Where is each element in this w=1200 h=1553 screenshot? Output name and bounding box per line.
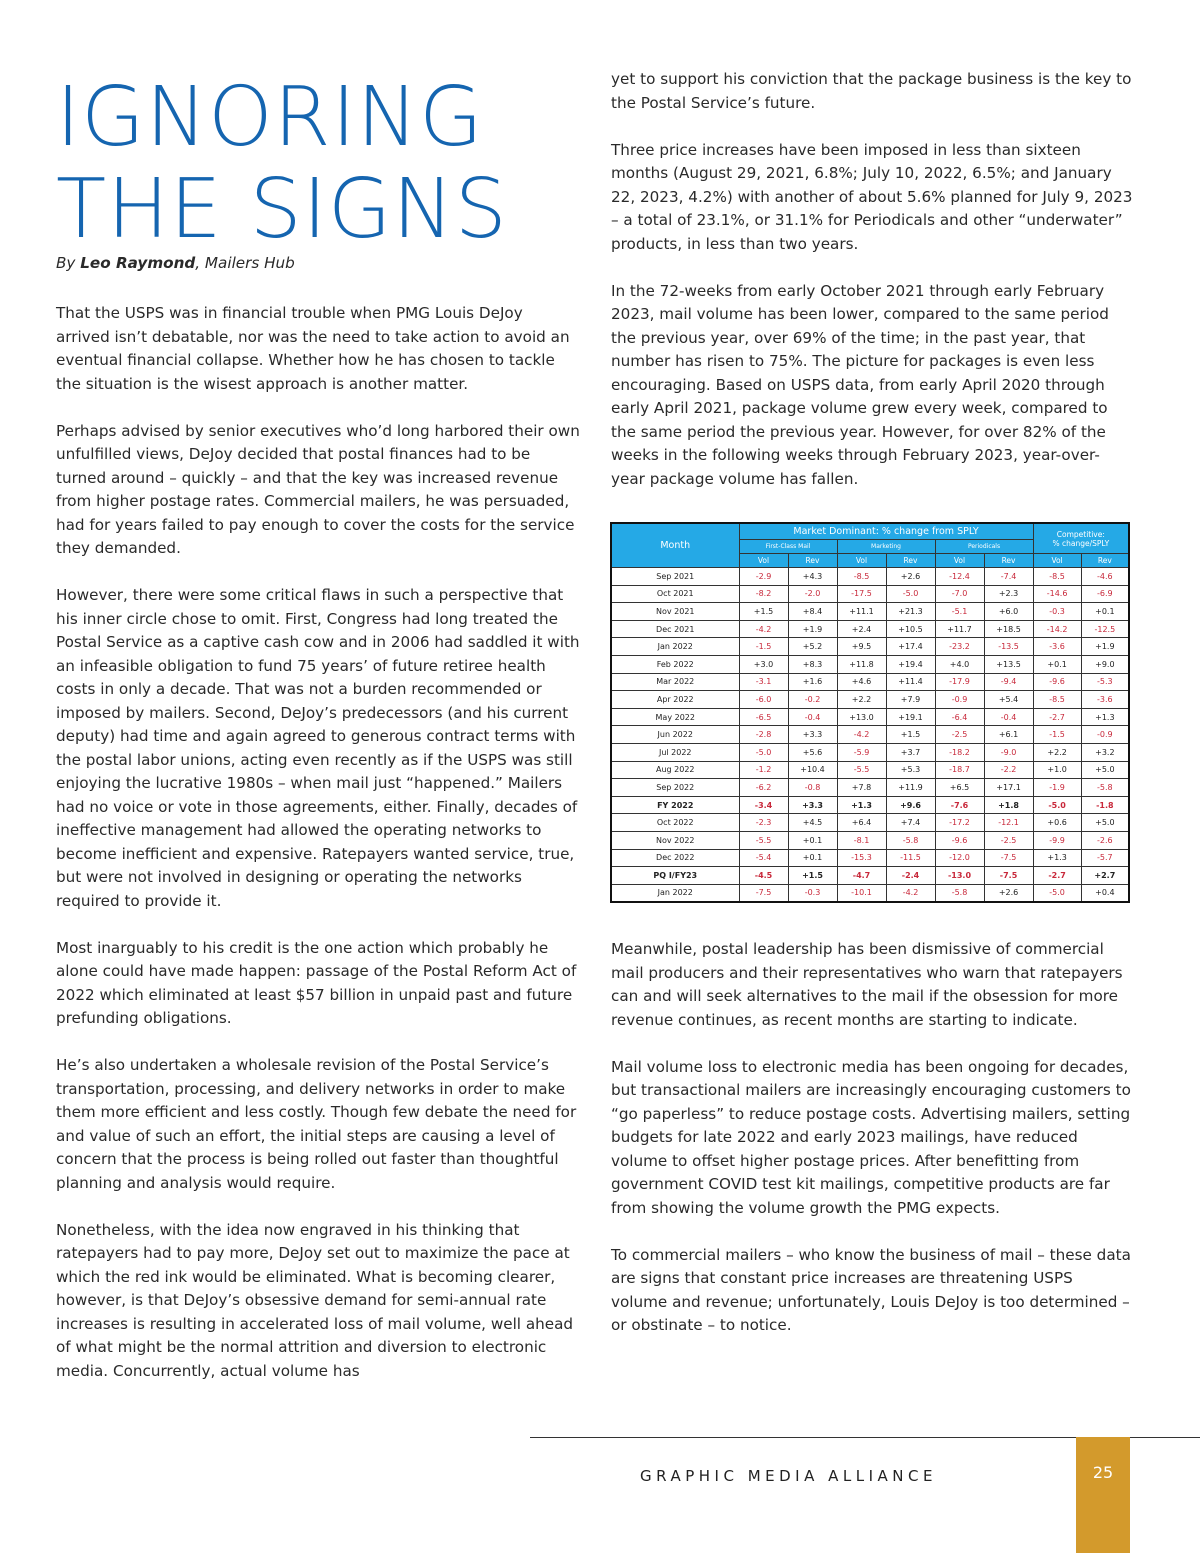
table-cell-value: +7.4	[886, 814, 935, 832]
table-cell-value: -2.7	[1033, 867, 1081, 885]
table-cell-value: +11.1	[837, 603, 886, 621]
table-cell-value: +9.6	[886, 796, 935, 814]
table-row	[611, 884, 1129, 902]
table-cell-value: +6.4	[837, 814, 886, 832]
table-cell-value: +2.7	[1081, 867, 1129, 885]
table-cell-value: +19.1	[886, 708, 935, 726]
table-cell-value: -8.5	[837, 568, 886, 586]
table-cell-value: +13.5	[984, 655, 1033, 673]
table-cell-value: +2.4	[837, 620, 886, 638]
table-cell-value: -12.1	[984, 814, 1033, 832]
table-cell-value: +1.5	[739, 603, 788, 621]
table-cell-value: +7.8	[837, 779, 886, 797]
table-cell-value: +2.3	[984, 585, 1033, 603]
table-cell-month: Oct 2022	[611, 814, 739, 832]
table-cell-value: -2.2	[984, 761, 1033, 779]
table-row	[611, 796, 1129, 814]
table-cell-value: -6.4	[935, 708, 984, 726]
table-cell-value: +5.3	[886, 761, 935, 779]
table-cell-value: +1.5	[886, 726, 935, 744]
table-cell-value: +4.5	[788, 814, 837, 832]
table-row	[611, 673, 1129, 691]
table-cell-value: -4.2	[739, 620, 788, 638]
table-cell-value: -2.8	[739, 726, 788, 744]
table-cell-value: -14.2	[1033, 620, 1081, 638]
table-cell-value: -5.0	[1033, 796, 1081, 814]
table-row	[611, 568, 1129, 586]
table-cell-value: -1.9	[1033, 779, 1081, 797]
table-cell-month: Jul 2022	[611, 743, 739, 761]
table-cell-value: -7.5	[984, 867, 1033, 885]
footer-brand: GRAPHIC MEDIA ALLIANCE	[640, 1467, 937, 1485]
table-cell-value: -4.2	[837, 726, 886, 744]
table-cell-value: -13.5	[984, 638, 1033, 656]
paragraph: Meanwhile, postal leadership has been dismissive of commercial mail producers and their representatives who warn that ratepayers can and will seek alternatives to the mail if the obsession for more revenue continues, as recent months are starting to indicate.	[611, 940, 1123, 1029]
table-cell-value: -5.5	[739, 831, 788, 849]
paragraph: In the 72-weeks from early October 2021 through early February 2023, mail volume has been lower, compared to the same period the previous year, over 69% of the time; in the past year, that number has risen to 75%. The picture for packages is even less encouraging. Based on USPS data, from early April 2020 through early April 2021, package volume grew every week, compared to the same period the previous year. However, for over 82% of the weeks in the following weeks through February 2023, year-over-year package volume has fallen.	[611, 281, 1109, 488]
page-number: 25	[1092, 1463, 1114, 1482]
table-cell-value: +19.4	[886, 655, 935, 673]
table-cell-value: -5.0	[886, 585, 935, 603]
table-cell-month: Jan 2022	[611, 884, 739, 902]
table-cell-value: +2.6	[886, 568, 935, 586]
table-cell-value: -5.0	[1033, 884, 1081, 902]
table-cell-value: -17.5	[837, 585, 886, 603]
table-cell-value: -5.8	[1081, 779, 1129, 797]
table-cell-value: +1.9	[1081, 638, 1129, 656]
table-cell-value: -17.2	[935, 814, 984, 832]
table-cell-month: Mar 2022	[611, 673, 739, 691]
table-cell-value: -9.9	[1033, 831, 1081, 849]
table-cell-value: +4.3	[788, 568, 837, 586]
table-row	[611, 585, 1129, 603]
table-cell-value: -1.5	[1033, 726, 1081, 744]
table-cell-value: -4.5	[739, 867, 788, 885]
table-row	[611, 620, 1129, 638]
table-cell-value: -5.0	[739, 743, 788, 761]
table-cell-value: -7.0	[935, 585, 984, 603]
table-cell-value: +17.4	[886, 638, 935, 656]
table-cell-value: -14.6	[1033, 585, 1081, 603]
table-cell-value: -0.8	[788, 779, 837, 797]
table-cell-value: -5.7	[1081, 849, 1129, 867]
paragraph: Three price increases have been imposed in less than sixteen months (August 29, 2021, 6.8%; July 10, 2022, 6.5%; and January 22, 2023, 4.2%) with another of about 5.6% planned for July 9, 2023 – a total of 23.1%, or 31.1% for Periodicals and other “underwater” products, in less than two years.	[611, 140, 1133, 253]
table-cell-value: +1.3	[1081, 708, 1129, 726]
table-cell-value: +0.1	[788, 831, 837, 849]
table-cell-value: -9.6	[935, 831, 984, 849]
table-cell-value: +10.5	[886, 620, 935, 638]
table-cell-value: -5.1	[935, 603, 984, 621]
table-cell-value: +3.7	[886, 743, 935, 761]
table-cell-value: +5.6	[788, 743, 837, 761]
table-cell-month: PQ I/FY23	[611, 867, 739, 885]
table-row	[611, 655, 1129, 673]
table-cell-month: Dec 2021	[611, 620, 739, 638]
right-column-top	[611, 68, 1133, 515]
table-cell-value: +0.1	[1033, 655, 1081, 673]
table-cell-value: -4.6	[1081, 568, 1129, 586]
table-cell-value: +3.3	[788, 796, 837, 814]
table-cell-value: -12.4	[935, 568, 984, 586]
table-cell-value: +11.9	[886, 779, 935, 797]
table-cell-value: -5.3	[1081, 673, 1129, 691]
table-cell-value: -11.5	[886, 849, 935, 867]
table-cell-value: -2.5	[935, 726, 984, 744]
paragraph: Mail volume loss to electronic media has been ongoing for decades, but transactional mailers are increasingly encouraging customers to “go paperless” to reduce postage costs. Advertising mailers, setting budgets for late 2022 and early 2023 mailings, have reduced volume to offset higher postage prices. After benefitting from government COVID test kit mailings, competitive products are far from showing the volume growth the PMG expects.	[611, 1057, 1131, 1217]
table-cell-value: -13.0	[935, 867, 984, 885]
table-cell-value: -0.9	[935, 691, 984, 709]
table-cell-value: -12.5	[1081, 620, 1129, 638]
table-cell-value: -23.2	[935, 638, 984, 656]
byline	[56, 254, 295, 272]
table-cell-value: -3.4	[739, 796, 788, 814]
subheader-rev: Rev	[886, 554, 935, 568]
table-cell-value: +0.1	[788, 849, 837, 867]
table-row	[611, 814, 1129, 832]
subheader-vol: Vol	[739, 554, 788, 568]
table-cell-value: +1.0	[1033, 761, 1081, 779]
table-cell-value: +5.2	[788, 638, 837, 656]
subheader-rev: Rev	[788, 554, 837, 568]
left-column	[56, 302, 580, 1407]
table-cell-value: -18.7	[935, 761, 984, 779]
table-cell-value: +9.0	[1081, 655, 1129, 673]
table-cell-month: FY 2022	[611, 796, 739, 814]
table-row	[611, 638, 1129, 656]
byline-prefix: By	[56, 254, 81, 272]
table-cell-value: -18.2	[935, 743, 984, 761]
table-cell-month: Dec 2022	[611, 849, 739, 867]
header-competitive-line2: % change/SPLY	[1052, 538, 1110, 548]
table-body	[611, 568, 1129, 903]
subheader-rev: Rev	[1081, 554, 1129, 568]
table-cell-value: +5.4	[984, 691, 1033, 709]
table-cell-value: +1.9	[788, 620, 837, 638]
table-cell-month: Jun 2022	[611, 726, 739, 744]
table-cell-value: -2.5	[984, 831, 1033, 849]
table-cell-value: +5.0	[1081, 814, 1129, 832]
table-cell-value: +13.0	[837, 708, 886, 726]
table-cell-value: -3.6	[1081, 691, 1129, 709]
table-row	[611, 726, 1129, 744]
table-cell-value: +2.6	[984, 884, 1033, 902]
volume-revenue-table	[610, 522, 1128, 903]
table-cell-value: +8.4	[788, 603, 837, 621]
table-cell-value: -3.1	[739, 673, 788, 691]
table-cell-value: -17.9	[935, 673, 984, 691]
table-cell-value: +3.2	[1081, 743, 1129, 761]
table-cell-month: Sep 2022	[611, 779, 739, 797]
table-cell-value: +0.4	[1081, 884, 1129, 902]
table-cell-month: Nov 2022	[611, 831, 739, 849]
table-cell-value: +6.1	[984, 726, 1033, 744]
table-cell-value: -2.0	[788, 585, 837, 603]
right-column-bottom	[611, 938, 1133, 1361]
paragraph: Most inarguably to his credit is the one action which probably he alone could have made happen: passage of the Postal Reform Act of 2022 which eliminated at least $57 billion in unpaid past and future prefunding obligations.	[56, 938, 577, 1027]
table-cell-value: -0.2	[788, 691, 837, 709]
table-cell-value: -5.5	[837, 761, 886, 779]
table-cell-value: +3.3	[788, 726, 837, 744]
table-cell-value: +1.3	[1033, 849, 1081, 867]
table-cell-value: +4.0	[935, 655, 984, 673]
table-cell-value: +11.7	[935, 620, 984, 638]
table-cell-month: May 2022	[611, 708, 739, 726]
table-cell-value: -8.5	[1033, 691, 1081, 709]
table-cell-value: -2.9	[739, 568, 788, 586]
table-cell-value: -15.3	[837, 849, 886, 867]
table-cell-value: -0.3	[1033, 603, 1081, 621]
table-cell-value: +17.1	[984, 779, 1033, 797]
paragraph: yet to support his conviction that the package business is the key to the Postal Service’s future.	[611, 70, 1132, 112]
table-cell-value: +8.3	[788, 655, 837, 673]
table-cell-value: -1.8	[1081, 796, 1129, 814]
table-row	[611, 867, 1129, 885]
table-cell-value: -0.4	[788, 708, 837, 726]
table-cell-value: -7.6	[935, 796, 984, 814]
subheader-vol: Vol	[935, 554, 984, 568]
table-cell-value: -0.3	[788, 884, 837, 902]
table-cell-value: -1.5	[739, 638, 788, 656]
table-cell-value: -5.8	[886, 831, 935, 849]
table-cell-value: -4.7	[837, 867, 886, 885]
group-marketing: Marketing	[837, 540, 935, 554]
table-row	[611, 849, 1129, 867]
table-cell-month: Aug 2022	[611, 761, 739, 779]
group-first-class: First-Class Mail	[739, 540, 837, 554]
table-cell-value: -7.4	[984, 568, 1033, 586]
table-cell-value: -8.5	[1033, 568, 1081, 586]
table-cell-value: +3.0	[739, 655, 788, 673]
byline-suffix: , Mailers Hub	[195, 254, 295, 272]
group-periodicals: Periodicals	[935, 540, 1033, 554]
table-cell-value: +9.5	[837, 638, 886, 656]
title-line-2: THE SIGNS	[56, 162, 508, 257]
article-title	[56, 72, 508, 256]
table-cell-value: -5.4	[739, 849, 788, 867]
table-cell-value: +2.2	[1033, 743, 1081, 761]
table-cell-value: -2.4	[886, 867, 935, 885]
paragraph: Perhaps advised by senior executives who’d long harbored their own unfulfilled views, DeJoy decided that postal finances had to be turned around – quickly – and that the key was increased revenue from higher postage rates. Commercial mailers, he was persuaded, had for years failed to pay enough to cover the costs for the service they demanded.	[56, 421, 580, 557]
table-cell-value: -6.0	[739, 691, 788, 709]
table-cell-value: +2.2	[837, 691, 886, 709]
table-cell-value: +11.4	[886, 673, 935, 691]
table-cell-value: -0.4	[984, 708, 1033, 726]
table-cell-value: -7.5	[739, 884, 788, 902]
header-month: Month	[611, 523, 739, 568]
table-cell-value: +1.6	[788, 673, 837, 691]
data-table	[610, 522, 1130, 903]
table-cell-month: Apr 2022	[611, 691, 739, 709]
table-cell-value: +4.6	[837, 673, 886, 691]
table-cell-value: +18.5	[984, 620, 1033, 638]
table-cell-value: +1.5	[788, 867, 837, 885]
paragraph: To commercial mailers – who know the business of mail – these data are signs that constant price increases are threatening USPS volume and revenue; unfortunately, Louis DeJoy is too determined – or obstinate – to notice.	[611, 1245, 1131, 1334]
table-cell-value: +21.3	[886, 603, 935, 621]
table-row	[611, 779, 1129, 797]
table-cell-month: Jan 2022	[611, 638, 739, 656]
table-cell-value: -8.2	[739, 585, 788, 603]
table-cell-value: -7.5	[984, 849, 1033, 867]
table-row	[611, 831, 1129, 849]
table-row	[611, 743, 1129, 761]
table-cell-value: -8.1	[837, 831, 886, 849]
subheader-vol: Vol	[837, 554, 886, 568]
paragraph: That the USPS was in financial trouble when PMG Louis DeJoy arrived isn’t debatable, nor was the need to take action to avoid an eventual financial collapse. Whether how he has chosen to tackle the situation is the wisest approach is another matter.	[56, 304, 570, 393]
title-line-1: IGNORING	[56, 70, 484, 165]
table-cell-value: -6.9	[1081, 585, 1129, 603]
table-cell-value: +0.1	[1081, 603, 1129, 621]
subheader-vol: Vol	[1033, 554, 1081, 568]
header-competitive-line1: Competitive:	[1056, 529, 1105, 539]
table-cell-value: -2.6	[1081, 831, 1129, 849]
table-cell-value: -5.9	[837, 743, 886, 761]
table-cell-value: +1.3	[837, 796, 886, 814]
table-cell-value: -3.6	[1033, 638, 1081, 656]
table-cell-month: Feb 2022	[611, 655, 739, 673]
table-cell-value: +10.4	[788, 761, 837, 779]
table-cell-value: -6.2	[739, 779, 788, 797]
table-cell-month: Sep 2021	[611, 568, 739, 586]
table-cell-value: +6.0	[984, 603, 1033, 621]
paragraph: He’s also undertaken a wholesale revision of the Postal Service’s transportation, processing, and delivery networks in order to make them more efficient and less costly. Though few debate the need for and value of such an effort, the initial steps are causing a level of concern that the process is being rolled out faster than thoughtful planning and analysis would require.	[56, 1056, 577, 1192]
table-cell-value: -5.8	[935, 884, 984, 902]
table-row	[611, 708, 1129, 726]
table-cell-value: -0.9	[1081, 726, 1129, 744]
table-row	[611, 603, 1129, 621]
table-cell-value: -6.5	[739, 708, 788, 726]
byline-author: Leo Raymond	[80, 254, 196, 272]
table-cell-value: -9.6	[1033, 673, 1081, 691]
header-competitive	[1033, 523, 1129, 554]
table-cell-value: +11.8	[837, 655, 886, 673]
table-cell-value: +1.8	[984, 796, 1033, 814]
table-cell-month: Oct 2021	[611, 585, 739, 603]
table-cell-value: -9.4	[984, 673, 1033, 691]
table-cell-value: +0.6	[1033, 814, 1081, 832]
table-cell-value: -12.0	[935, 849, 984, 867]
table-row	[611, 761, 1129, 779]
table-cell-value: -2.3	[739, 814, 788, 832]
table-cell-month: Nov 2021	[611, 603, 739, 621]
paragraph: However, there were some critical flaws in such a perspective that his inner circle chose to omit. First, Congress had long treated the Postal Service as a captive cash cow and in 2006 had saddled it with an infeasible obligation to fund 75 years’ of future retiree health costs in only a decade. That was not a burden recommended or imposed by mailers. Second, DeJoy’s predecessors (and his current deputy) had time and again agreed to generous contract terms with the postal labor unions, acting even recently as if the USPS was still enjoying the lucrative 1980s – when mail just “happened.” Mailers had no voice or vote in those agreements, either. Finally, decades of ineffective management had allowed the operating networks to become inefficient and expensive. Ratepayers wanted service, true, but were not involved in designing or operating the networks required to provide it.	[56, 586, 580, 910]
table-cell-value: -9.0	[984, 743, 1033, 761]
table-row	[611, 691, 1129, 709]
table-cell-value: -4.2	[886, 884, 935, 902]
table-cell-value: +5.0	[1081, 761, 1129, 779]
page-number-tab	[1076, 1437, 1130, 1553]
table-cell-value: +6.5	[935, 779, 984, 797]
table-cell-value: -2.7	[1033, 708, 1081, 726]
table-cell-value: -10.1	[837, 884, 886, 902]
subheader-rev: Rev	[984, 554, 1033, 568]
header-market-dominant: Market Dominant: % change from SPLY	[739, 523, 1033, 540]
table-cell-value: -1.2	[739, 761, 788, 779]
paragraph: Nonetheless, with the idea now engraved in his thinking that ratepayers had to pay more, DeJoy set out to maximize the pace at which the red ink would be eliminated. What is becoming clearer, however, is that DeJoy’s obsessive demand for semi-annual rate increases is resulting in accelerated loss of mail volume, well ahead of what might be the normal attrition and diversion to electronic media. Concurrently, actual volume has	[56, 1220, 574, 1380]
table-cell-value: +7.9	[886, 691, 935, 709]
